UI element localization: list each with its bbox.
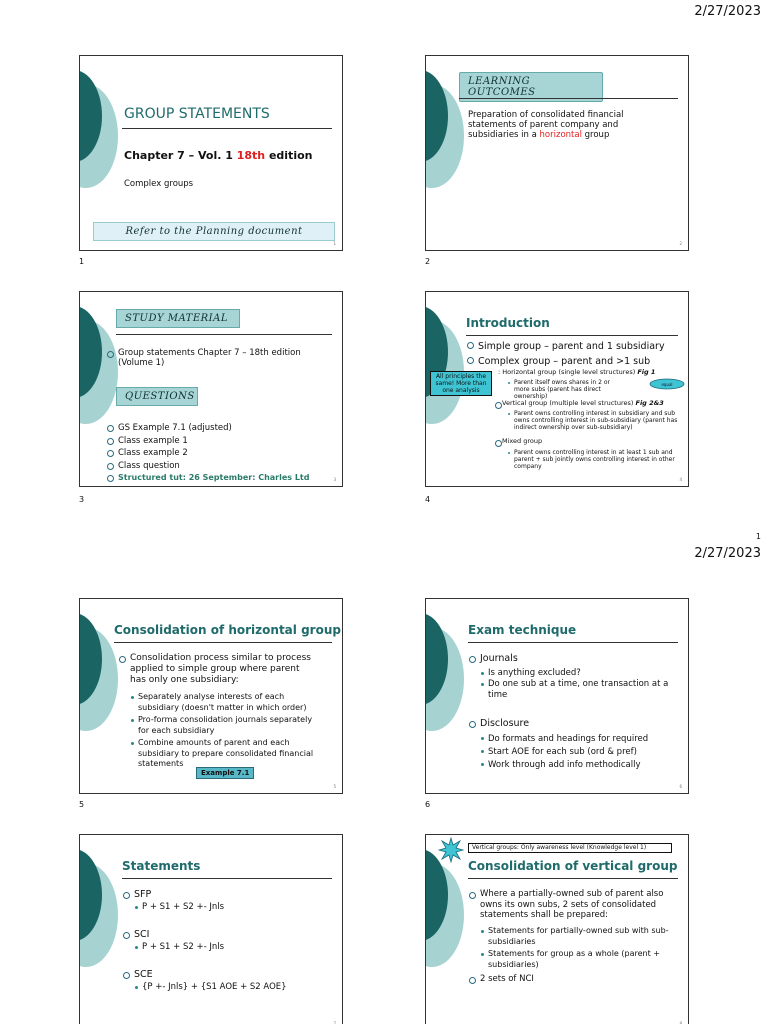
- slide-3: [79, 291, 343, 487]
- title-rule: [122, 128, 332, 129]
- slide-decoration: [426, 599, 466, 794]
- starburst-icon: [438, 837, 464, 863]
- page-date-top: 2/27/2023: [694, 4, 761, 19]
- statement-sub: [132, 902, 332, 912]
- example-tag: Example 7.1: [196, 767, 254, 779]
- outcome-suffix: group: [581, 130, 610, 140]
- title-rule: [114, 642, 332, 643]
- chapter-edition: 18th: [236, 149, 266, 162]
- vertical-fig: Fig 2&3: [635, 399, 664, 407]
- disclosure-sublist: [478, 733, 673, 772]
- list-item: Class example 2: [106, 447, 316, 460]
- slide-number: 1: [79, 257, 85, 266]
- slide-5: [79, 598, 343, 794]
- mixed-sub-list: [504, 449, 682, 470]
- intro-list: [466, 339, 678, 369]
- statement-label: SCE: [122, 969, 332, 981]
- list-item: Is anything excluded?: [478, 668, 673, 679]
- title-rule: [116, 334, 332, 335]
- list-item: {P +- Jnls} + {S1 AOE + S2 AOE}: [132, 982, 332, 992]
- horizontal-label: : Horizontal group (single level structures): [498, 368, 638, 376]
- page-marker: 1: [755, 532, 761, 541]
- mixed-list: [494, 437, 686, 445]
- title-rule: [468, 878, 678, 879]
- slide-inner-number: 6: [679, 784, 682, 789]
- awareness-banner: Vertical groups: Only awareness level (Knowledge level 1): [468, 843, 672, 853]
- list-item: Simple group – parent and 1 subsidiary: [466, 339, 678, 354]
- list-item: GS Example 7.1 (adjusted): [106, 422, 316, 435]
- journals-list: [468, 653, 673, 665]
- list-item: [494, 399, 686, 407]
- vertical-sub-list: [504, 410, 684, 431]
- equal-cloud-icon: [648, 378, 686, 390]
- outcome-highlight: horizontal: [539, 130, 582, 140]
- list-item: Parent owns controlling interest in at least 1 sub and parent + sub jointly owns controlling interest in other company: [504, 449, 682, 470]
- statement-item: [122, 969, 332, 981]
- list-item: Statements for group as a whole (parent + subsidiaries): [478, 949, 674, 970]
- slide-1: [79, 55, 343, 251]
- structured-tut-item: Structured tut: 26 September: Charles Ltd: [106, 472, 316, 485]
- slide-8: [425, 834, 689, 1024]
- horizontal-fig: Fig 1: [637, 368, 656, 376]
- vertical-list: [494, 399, 686, 407]
- disclosure-list: [468, 718, 673, 730]
- slide-title: Consolidation of horizontal group: [114, 623, 341, 637]
- statement-sub: [132, 982, 332, 992]
- horizontal-consolidation-list: [118, 653, 318, 686]
- slide-title: GROUP STATEMENTS: [124, 106, 270, 122]
- slide-inner-number: 2: [679, 241, 682, 246]
- list-item: Work through add info methodically: [478, 759, 673, 772]
- equal-badge-text: equal: [661, 381, 673, 387]
- chapter-prefix: Chapter 7 – Vol. 1: [124, 149, 237, 162]
- list-item: Combine amounts of parent and each subsidiary to prepare consolidated financial statements: [128, 738, 318, 770]
- slide-6: [425, 598, 689, 794]
- slide-number: 2: [425, 257, 431, 266]
- list-item: Statements for partially-owned sub with sub-subsidiaries: [478, 926, 674, 947]
- slide-number: 5: [79, 800, 85, 809]
- list-item: Pro-forma consolidation journals separately for each subsidiary: [128, 715, 318, 736]
- planning-banner: Refer to the Planning document: [93, 222, 335, 241]
- list-item: P + S1 + S2 +- Jnls: [132, 902, 332, 912]
- slide-7: [79, 834, 343, 1024]
- statement-label: SCI: [122, 929, 332, 941]
- slide-inner-number: 3: [333, 477, 336, 482]
- vertical-consolidation-sublist: [478, 926, 674, 970]
- statement-item: [122, 929, 332, 941]
- slide-inner-number: 7: [333, 1021, 336, 1024]
- vertical-label: Vertical group (multiple level structures): [502, 399, 636, 407]
- statement-item: [122, 889, 332, 901]
- list-item: Disclosure: [468, 718, 673, 730]
- title-rule: [468, 642, 678, 643]
- slide-inner-number: 1: [333, 241, 336, 246]
- slide-number: 4: [425, 495, 431, 504]
- outcome-prefix: Preparation of consolidated financial statements of parent company and subsidiaries in a: [468, 110, 624, 140]
- slide-number: 6: [425, 800, 431, 809]
- slide-title: Statements: [122, 859, 201, 873]
- list-item: Do formats and headings for required: [478, 733, 673, 746]
- horizontal-line: [498, 368, 655, 376]
- slide-title: Consolidation of vertical group: [468, 859, 678, 873]
- horizontal-consolidation-sublist: [128, 692, 318, 770]
- chapter-suffix: edition: [265, 149, 313, 162]
- journals-sublist: [478, 668, 673, 701]
- list-item: Group statements Chapter 7 – 18th edition (Volume 1): [106, 348, 316, 368]
- slide-decoration: [426, 835, 466, 1024]
- list-item: Start AOE for each sub (ord & pref): [478, 746, 673, 759]
- slide-2: [425, 55, 689, 251]
- list-item: Complex group – parent and >1 sub: [466, 354, 678, 369]
- horizontal-sub-list: [504, 379, 616, 400]
- list-item: Separately analyse interests of each subsidiary (doesn't matter in which order): [128, 692, 318, 713]
- list-item: 2 sets of NCI: [468, 974, 678, 985]
- slide-inner-number: 4: [679, 477, 682, 482]
- list-item: Mixed group: [494, 437, 686, 445]
- slide-title: LEARNING OUTCOMES: [459, 72, 603, 102]
- statement-label: SFP: [122, 889, 332, 901]
- slide-decoration: [80, 835, 120, 1024]
- statement-sub: [132, 942, 332, 952]
- list-item: Parent owns controlling interest in subsidiary and sub owns controlling interest in sub-subsidiary (parent has indirect ownership over sub-subsidiary): [504, 410, 684, 431]
- study-material-title: STUDY MATERIAL: [116, 309, 240, 328]
- list-item: Parent itself owns shares in 2 or more subs (parent has direct ownership): [504, 379, 616, 400]
- page-date-bottom: 2/27/2023: [694, 546, 761, 561]
- title-rule: [122, 878, 332, 879]
- title-rule: [459, 98, 678, 99]
- questions-title: QUESTIONS: [116, 387, 198, 406]
- principles-callout: All principles the same! More than one analysis: [430, 371, 492, 396]
- list-item: P + S1 + S2 +- Jnls: [132, 942, 332, 952]
- slide-title: Introduction: [466, 316, 550, 330]
- statements-block: [122, 889, 332, 992]
- list-item: Journals: [468, 653, 673, 665]
- slide-number: 3: [79, 495, 85, 504]
- list-item: Class example 1: [106, 435, 316, 448]
- vertical-consolidation-list: [468, 889, 678, 921]
- chapter-line: [124, 149, 312, 162]
- list-item: Where a partially-owned sub of parent also owns its own subs, 2 sets of consolidated statements shall be prepared:: [468, 889, 678, 921]
- list-item: Do one sub at a time, one transaction at a time: [478, 679, 673, 701]
- slide-4: [425, 291, 689, 487]
- outcome-text: [468, 110, 628, 140]
- nci-list: [468, 974, 678, 985]
- slide-title: Exam technique: [468, 623, 577, 637]
- list-item: Class question: [106, 460, 316, 473]
- slide-inner-number: 5: [333, 784, 336, 789]
- study-list: [106, 348, 316, 368]
- list-item: Consolidation process similar to process applied to simple group where parent has only one subsidiary:: [118, 653, 318, 686]
- slide-inner-number: 8: [679, 1021, 682, 1024]
- title-rule: [466, 335, 678, 336]
- slide-subtitle: Complex groups: [124, 179, 194, 189]
- questions-list: [106, 422, 316, 485]
